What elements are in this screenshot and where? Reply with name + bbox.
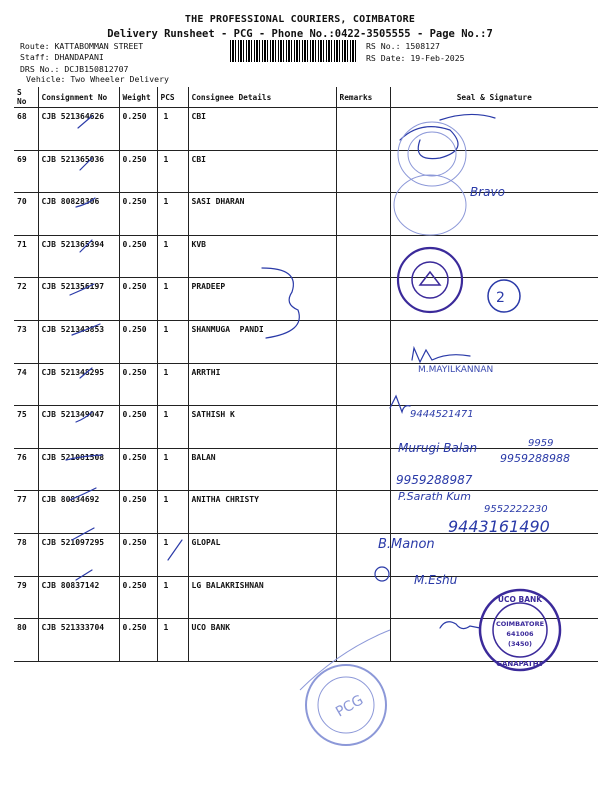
- row-pcs: 1: [157, 533, 188, 576]
- row-consignee: ARRTHI: [188, 363, 336, 406]
- row-weight: 0.250: [119, 193, 157, 236]
- route: Route: KATTABOMMAN STREET: [20, 41, 144, 51]
- row-sno: 73: [14, 320, 38, 363]
- kvb-stamp: [398, 248, 462, 312]
- svg-text:COIMBATORE: COIMBATORE: [495, 620, 545, 628]
- hw-phone-77: 9959288987: [396, 473, 473, 487]
- hw-phone-76a: 9959: [528, 438, 554, 449]
- tick-mark: [80, 158, 92, 170]
- vehicle: Vehicle: Two Wheeler Delivery: [26, 74, 169, 84]
- row-consignment: CJB 80837142: [38, 576, 119, 619]
- row-weight: 0.250: [119, 491, 157, 534]
- tick-mark: [76, 198, 95, 207]
- hw-phone-77b: 9552222230: [484, 504, 548, 515]
- signature-scribble: [412, 348, 470, 362]
- uco-bank-stamp: [480, 590, 560, 670]
- signature-scribble: [440, 114, 495, 120]
- signature-scribble: [390, 396, 410, 412]
- signature-scribble: [400, 127, 458, 159]
- hw-sign-76: Murugi Balan: [398, 441, 478, 455]
- tick-mark: [72, 528, 94, 540]
- row-pcs: 1: [157, 448, 188, 491]
- row-weight: 0.250: [119, 619, 157, 662]
- row-consignment: CJB 521343853: [38, 320, 119, 363]
- row-sno: 79: [14, 576, 38, 619]
- tick-mark: [70, 284, 94, 295]
- pcg-stamp: [306, 665, 386, 745]
- row-consignment: CJB 521365394: [38, 235, 119, 278]
- hw-sign-77: P.Sarath Kum: [398, 490, 471, 503]
- col-weight: Weight: [119, 87, 157, 108]
- row-weight: 0.250: [119, 108, 157, 151]
- row-weight: 0.250: [119, 406, 157, 449]
- row-pcs: 1: [157, 619, 188, 662]
- col-pcs: PCS: [157, 87, 188, 108]
- row-consignee: SATHISH K: [188, 406, 336, 449]
- hw-sign-79: M.Eshu: [414, 573, 458, 587]
- row-weight: 0.250: [119, 448, 157, 491]
- row-consignee: SASI DHARAN: [188, 193, 336, 236]
- row-weight: 0.250: [119, 576, 157, 619]
- hw-phone-78: 9443161490: [448, 517, 550, 536]
- drs-number: DRS No.: DCJB150812707: [20, 64, 129, 74]
- row-pcs: 1: [157, 278, 188, 321]
- row-weight: 0.250: [119, 278, 157, 321]
- tick-mark: [80, 240, 92, 252]
- svg-text:UCO BANK: UCO BANK: [497, 595, 543, 604]
- col-remarks: Remarks: [336, 87, 390, 108]
- row-sno: 69: [14, 150, 38, 193]
- row-consignment: CJB 521097295: [38, 533, 119, 576]
- svg-text:(3450): (3450): [507, 640, 533, 648]
- row-weight: 0.250: [119, 150, 157, 193]
- row-sno: 71: [14, 235, 38, 278]
- rs-number: RS No.: 1508127: [366, 41, 440, 51]
- row-consignment: CJB 521349047: [38, 406, 119, 449]
- row-sno: 80: [14, 619, 38, 662]
- hw-phone-75: 9444521471: [410, 409, 474, 420]
- row-consignee: KVB: [188, 235, 336, 278]
- row-sno: 76: [14, 448, 38, 491]
- row-consignee: CBI: [188, 108, 336, 151]
- row-consignment: CJB 521365036: [38, 150, 119, 193]
- tick-mark: [76, 570, 92, 580]
- mayil-stamp: M.MAYILKANNAN: [418, 365, 494, 375]
- row-sno: 68: [14, 108, 38, 151]
- row-pcs: 1: [157, 406, 188, 449]
- faded-stamp: [394, 175, 466, 235]
- signature-70: Bravo: [470, 185, 505, 199]
- tick-mark: [76, 412, 92, 422]
- row-pcs: 1: [157, 150, 188, 193]
- brace-mark: [262, 268, 299, 338]
- tick-mark: [168, 540, 182, 560]
- row-sno: 78: [14, 533, 38, 576]
- company-title: THE PROFESSIONAL COURIERS, COIMBATORE: [184, 14, 416, 25]
- row-consignee: CBI: [188, 150, 336, 193]
- tick-mark: [78, 116, 92, 128]
- row-consignee: PRADEEP: [188, 278, 336, 321]
- row-weight: 0.250: [119, 320, 157, 363]
- row-consignment: CJB 521333704: [38, 619, 119, 662]
- row-weight: 0.250: [119, 363, 157, 406]
- hw-phone-76b: 9959288988: [500, 452, 570, 465]
- row-consignment: CJB 521348295: [38, 363, 119, 406]
- row-sno: 72: [14, 278, 38, 321]
- row-consignment: CJB 80828306: [38, 193, 119, 236]
- svg-text:PCG: PCG: [333, 692, 367, 721]
- hw-sign-78: B.Manon: [378, 537, 435, 552]
- row-sno: 75: [14, 406, 38, 449]
- tick-mark: [66, 455, 102, 460]
- row-consignment: CJB 521364626: [38, 108, 119, 151]
- tick-mark: [72, 324, 100, 335]
- svg-text:GANAPATHY: GANAPATHY: [496, 660, 544, 668]
- rs-date: RS Date: 19-Feb-2025: [366, 53, 465, 63]
- row-consignment: CJB 521356197: [38, 278, 119, 321]
- row-weight: 0.250: [119, 235, 157, 278]
- row-pcs: 1: [157, 320, 188, 363]
- row-pcs: 1: [157, 193, 188, 236]
- col-signature: Seal & Signature: [390, 87, 598, 108]
- svg-text:641006: 641006: [506, 630, 534, 638]
- staff: Staff: DHANDAPANI: [20, 52, 104, 62]
- circled-mark: [375, 567, 389, 581]
- col-consignee: Consignee Details: [188, 87, 336, 108]
- row-sno: 70: [14, 193, 38, 236]
- row-consignee: UCO BANK: [188, 619, 336, 662]
- row-pcs: 1: [157, 235, 188, 278]
- row-consignee: GLOPAL: [188, 533, 336, 576]
- row-sno: 74: [14, 363, 38, 406]
- row-consignee: LG BALAKRISHNAN: [188, 576, 336, 619]
- row-pcs: 1: [157, 576, 188, 619]
- row-consignee: ANITHA CHRISTY: [188, 491, 336, 534]
- row-consignment: CJB 80834692: [38, 491, 119, 534]
- runsheet-subtitle: Delivery Runsheet - PCG - Phone No.:0422-3505555 - Page No.:7: [107, 28, 493, 40]
- row-pcs: 1: [157, 491, 188, 534]
- row-consignment: CJB 521081508: [38, 448, 119, 491]
- svg-text:2: 2: [496, 290, 505, 306]
- tick-mark: [70, 488, 96, 500]
- tick-mark: [80, 368, 92, 378]
- row-consignee: BALAN: [188, 448, 336, 491]
- row-weight: 0.250: [119, 533, 157, 576]
- row-pcs: 1: [157, 363, 188, 406]
- row-consignee: SHANMUGA PANDI: [188, 320, 336, 363]
- col-consignment: Consignment No: [38, 87, 119, 108]
- signature-scribble: [440, 622, 480, 629]
- row-sno: 77: [14, 491, 38, 534]
- row-pcs: 1: [157, 108, 188, 151]
- col-sno: S No: [14, 87, 38, 108]
